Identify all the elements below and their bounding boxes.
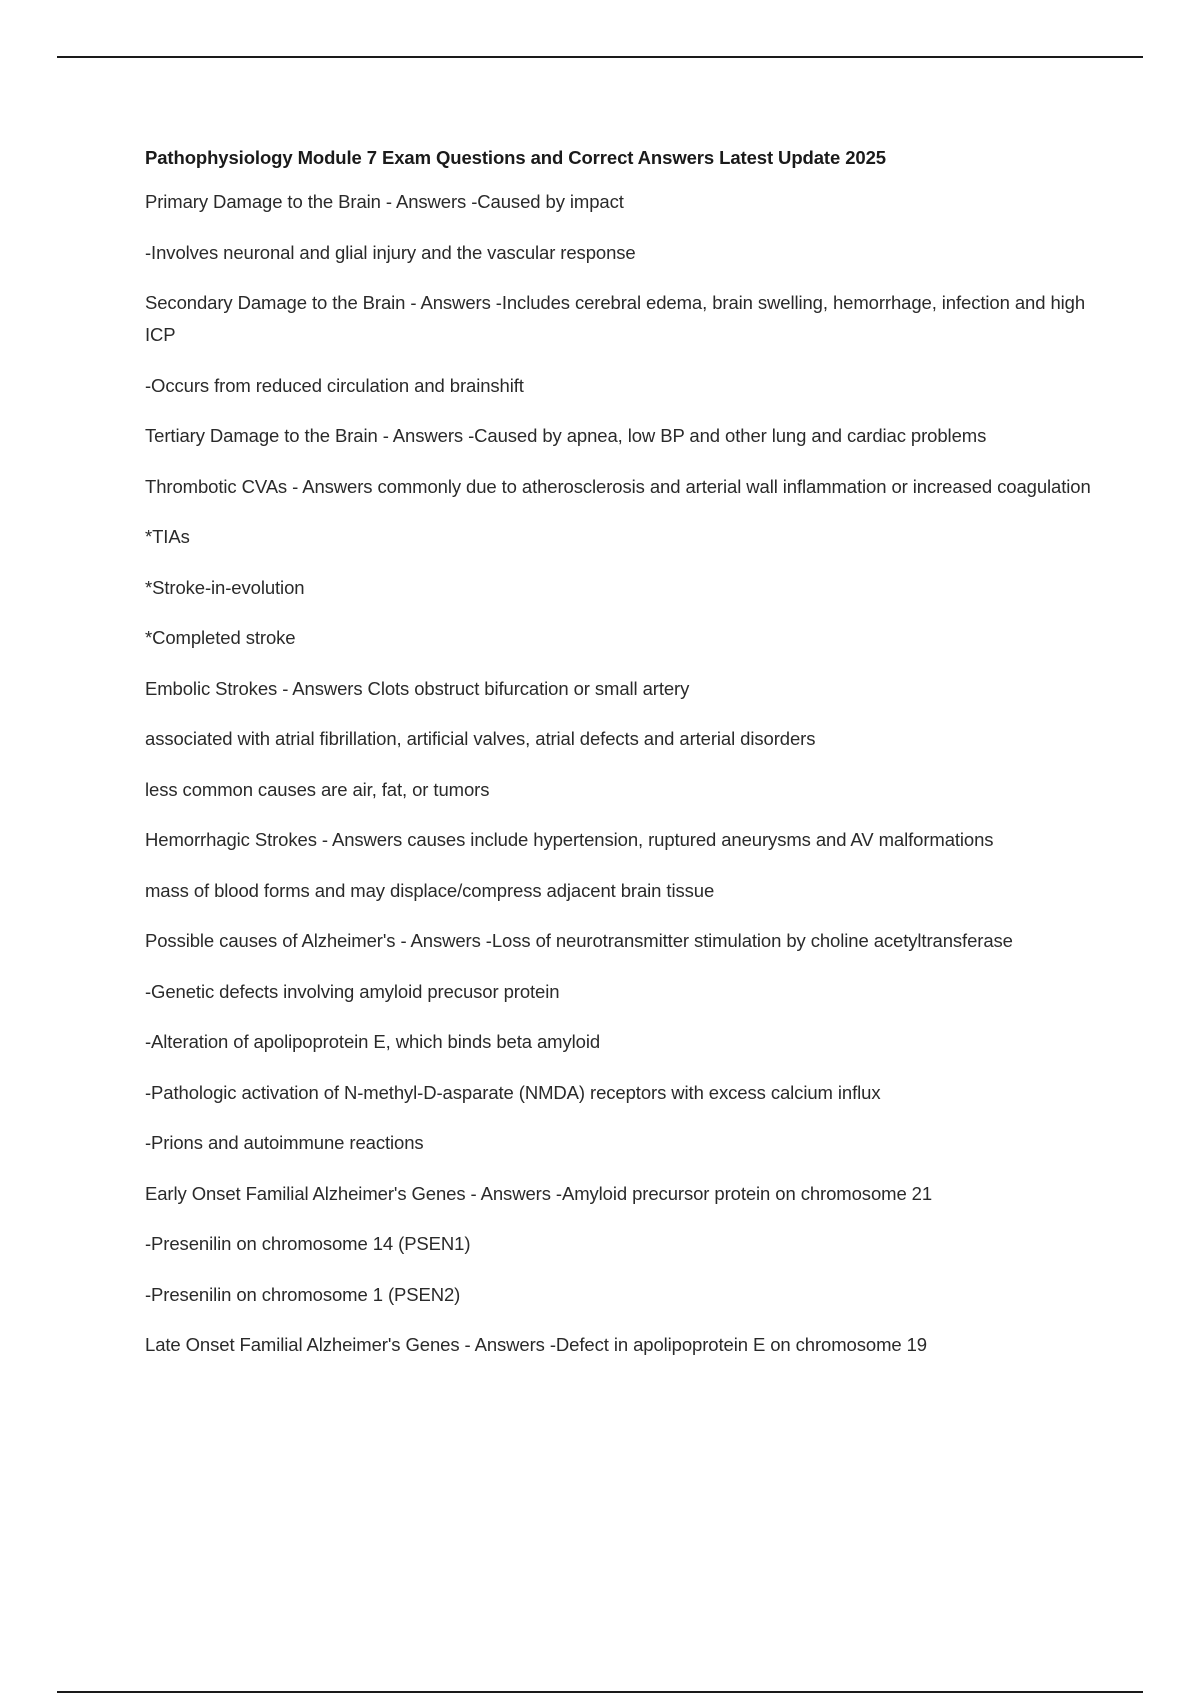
paragraph: *Stroke-in-evolution	[145, 576, 305, 598]
paragraph: Hemorrhagic Strokes - Answers causes include hypertension, ruptured aneurysms and AV malformations	[145, 829, 994, 850]
paragraph: *Completed stroke	[145, 627, 296, 648]
paragraph: Embolic Strokes - Answers Clots obstruct bifurcation or small artery	[145, 677, 690, 699]
footer-rule	[57, 1691, 1143, 1693]
paragraph: Thrombotic CVAs - Answers commonly due to atherosclerosis and arterial wall inflammation or increased coagulation	[145, 475, 1091, 497]
paragraph: Tertiary Damage to the Brain - Answers -Caused by apnea, low BP and other lung and cardiac problems	[145, 425, 987, 446]
paragraph: Late Onset Familial Alzheimer's Genes - Answers -Defect in apolipoprotein E on chromosome 19	[145, 1334, 927, 1355]
paragraph: Possible causes of Alzheimer's - Answers -Loss of neurotransmitter stimulation by choline acetyltransferase	[145, 930, 1013, 951]
paragraph: -Involves neuronal and glial injury and the vascular response	[145, 241, 636, 263]
paragraph: -Prions and autoimmune reactions	[145, 1132, 424, 1153]
paragraph: -Alteration of apolipoprotein E, which binds beta amyloid	[145, 1031, 601, 1052]
paragraph: Early Onset Familial Alzheimer's Genes - Answers -Amyloid precursor protein on chromosome 21	[145, 1182, 933, 1204]
paragraph: mass of blood forms and may displace/compress adjacent brain tissue	[145, 879, 715, 901]
paragraph: *TIAs	[145, 526, 190, 547]
document-body	[145, 146, 1105, 1380]
paragraph: Primary Damage to the Brain - Answers -Caused by impact	[145, 191, 624, 212]
paragraph: Secondary Damage to the Brain - Answers -Includes cerebral edema, brain swelling, hemorrhage, infection and high ICP	[145, 292, 1086, 345]
document-title: Pathophysiology Module 7 Exam Questions and Correct Answers Latest Update 2025	[145, 147, 886, 168]
paragraph: -Pathologic activation of N-methyl-D-asparate (NMDA) receptors with excess calcium influx	[145, 1081, 881, 1103]
paragraph: associated with atrial fibrillation, artificial valves, atrial defects and arterial disorders	[145, 728, 816, 749]
paragraph: -Occurs from reduced circulation and brainshift	[145, 374, 524, 396]
paragraph: less common causes are air, fat, or tumors	[145, 778, 490, 800]
paragraph: -Presenilin on chromosome 1 (PSEN2)	[145, 1283, 461, 1305]
paragraph: -Genetic defects involving amyloid precusor protein	[145, 980, 560, 1002]
paragraph: -Presenilin on chromosome 14 (PSEN1)	[145, 1233, 471, 1254]
header-rule	[57, 56, 1143, 58]
